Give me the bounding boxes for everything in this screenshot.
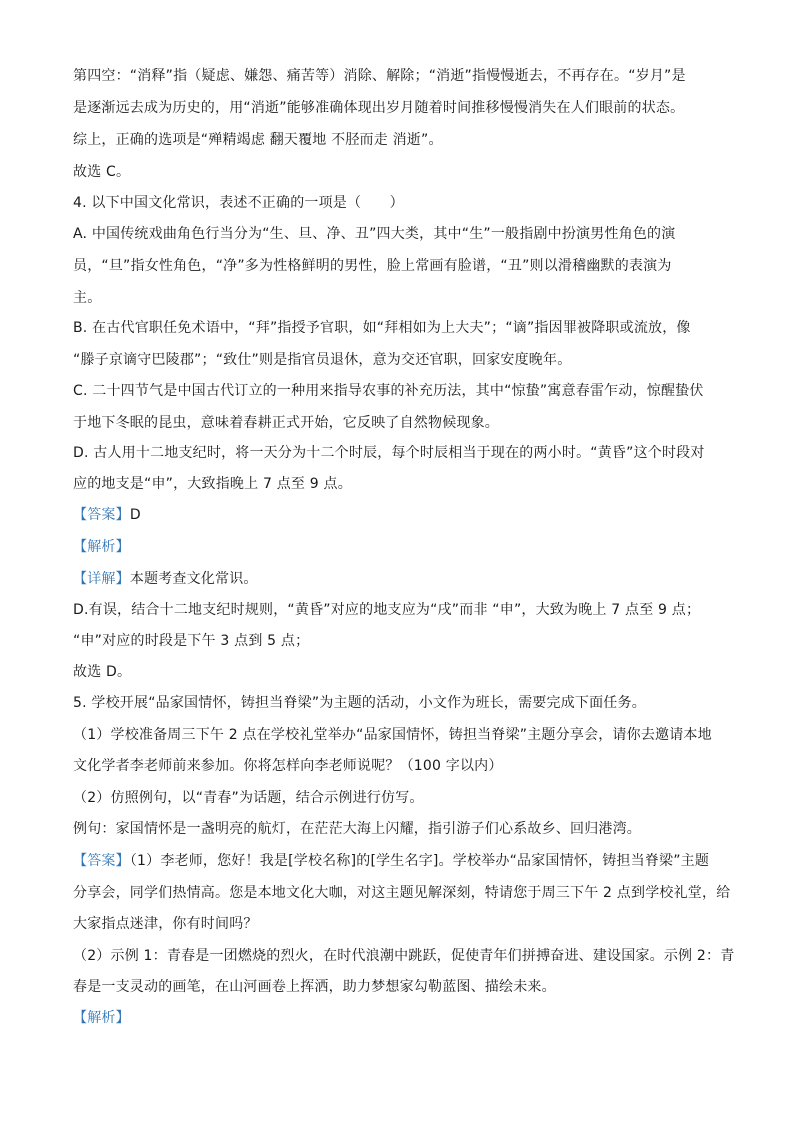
example-sentence: 例句：家国情怀是一盏明亮的航灯，在茫茫大海上闪耀，指引游子们心系故乡、回归港湾。 <box>73 821 641 837</box>
text-line: 大家指点迷津，你有时间吗？ <box>73 916 258 932</box>
option-b-cont: “滕子京谪守巴陵郡”；“致仕”则是指官员退休，意为交还官职，回家安度晚年。 <box>73 352 572 368</box>
text-line: 故选 C。 <box>73 164 131 180</box>
question-4: 4. 以下中国文化常识，表述不正确的一项是（ ） <box>73 195 404 211</box>
option-c: C. 二十四节气是中国古代订立的一种用来指导农事的补充历法，其中“惊蛰”寓意春雷乍动，惊醒蛰伏 <box>73 383 704 399</box>
answer-5 <box>73 851 723 871</box>
answer-tag: 【答案】 <box>73 853 130 869</box>
option-a-cont: 主。 <box>73 290 102 306</box>
detail-tag: 【详解】 <box>73 571 130 587</box>
sub-question-1-cont: 文化学者李老师前来参加。你将怎样向李老师说呢？（100 字以内） <box>73 758 503 774</box>
answer-value: （1）李老师，您好！我是[学校名称]的[学生名字]。学校举办“品家国情怀，铸担当脊梁”主题 <box>129 853 710 869</box>
question-5: 5. 学校开展“品家国情怀，铸担当脊梁”为主题的活动，小文作为班长，需要完成下面任务。 <box>73 695 646 711</box>
detail-4 <box>73 569 723 589</box>
option-c-cont: 于地下冬眠的昆虫，意味着春耕正式开始，它反映了自然物候现象。 <box>73 415 499 431</box>
detail-value: 本题考查文化常识。 <box>129 571 258 587</box>
text-line: 是逐渐远去成为历史的，用“消逝”能够准确体现出岁月随着时间推移慢慢消失在人们眼前的状态。 <box>73 100 685 116</box>
answer-value: D <box>129 507 141 523</box>
answer-tag: 【答案】 <box>73 507 130 523</box>
text-line: D.有误，结合十二地支纪时规则，“黄昏”对应的地支应为“戌”而非 “申”，大致为晚上 7 点至 9 点； <box>73 602 701 618</box>
option-a: A. 中国传统戏曲角色行当分为“生、旦、净、丑”四大类，其中“生”一般指剧中扮演男性角色的演 <box>73 226 676 242</box>
sub-question-2: （2）仿照例句，以“青春”为话题，结合示例进行仿写。 <box>73 790 424 806</box>
text-line: 第四空：“消释”指（疑虑、嫌怨、痛苦等）消除、解除；“消逝”指慢慢逝去，不再存在。“岁月”是 <box>73 68 686 84</box>
option-d-cont: 应的地支是“申”，大致指晚上 7 点至 9 点。 <box>73 476 352 492</box>
text-line: 分享会，同学们热情高。您是本地文化大咖，对这主题见解深刻，特请您于周三下午 2 点到学校礼堂，给 <box>73 885 731 901</box>
text-line: 春是一支灵动的画笔，在山河画卷上挥洒，助力梦想家勾勒蓝图、描绘未来。 <box>73 979 556 995</box>
text-line: 故选 D。 <box>73 664 132 680</box>
option-b: B. 在古代官职任免术语中，“拜”指授予官职，如“拜相如为上大夫”；“谪”指因罪被降职或流放，像 <box>73 320 691 336</box>
analysis-tag: 【解析】 <box>73 539 130 555</box>
answer-4 <box>73 505 723 525</box>
option-d: D. 古人用十二地支纪时，将一天分为十二个时辰，每个时辰相当于现在的两小时。“黄昏”这个时段对 <box>73 445 705 461</box>
text-line: 综上，正确的选项是“殚精竭虑 翻天覆地 不胫而走 消逝”。 <box>73 132 443 148</box>
option-a-cont: 员，“旦”指女性角色，“净”多为性格鲜明的男性，脸上常画有脸谱，“丑”则以滑稽幽默的表演为 <box>73 258 672 274</box>
sub-question-1: （1）学校准备周三下午 2 点在学校礼堂举办“品家国情怀，铸担当脊梁”主题分享会，请你去邀请本地 <box>73 727 712 743</box>
text-line: （2）示例 1：青春是一团燃烧的烈火，在时代浪潮中跳跃，促使青年们拼搏奋进、建设国家。示例 2：青 <box>73 948 735 964</box>
text-line: “申”对应的时段是下午 3 点到 5 点； <box>73 633 310 649</box>
analysis-tag: 【解析】 <box>73 1010 130 1026</box>
